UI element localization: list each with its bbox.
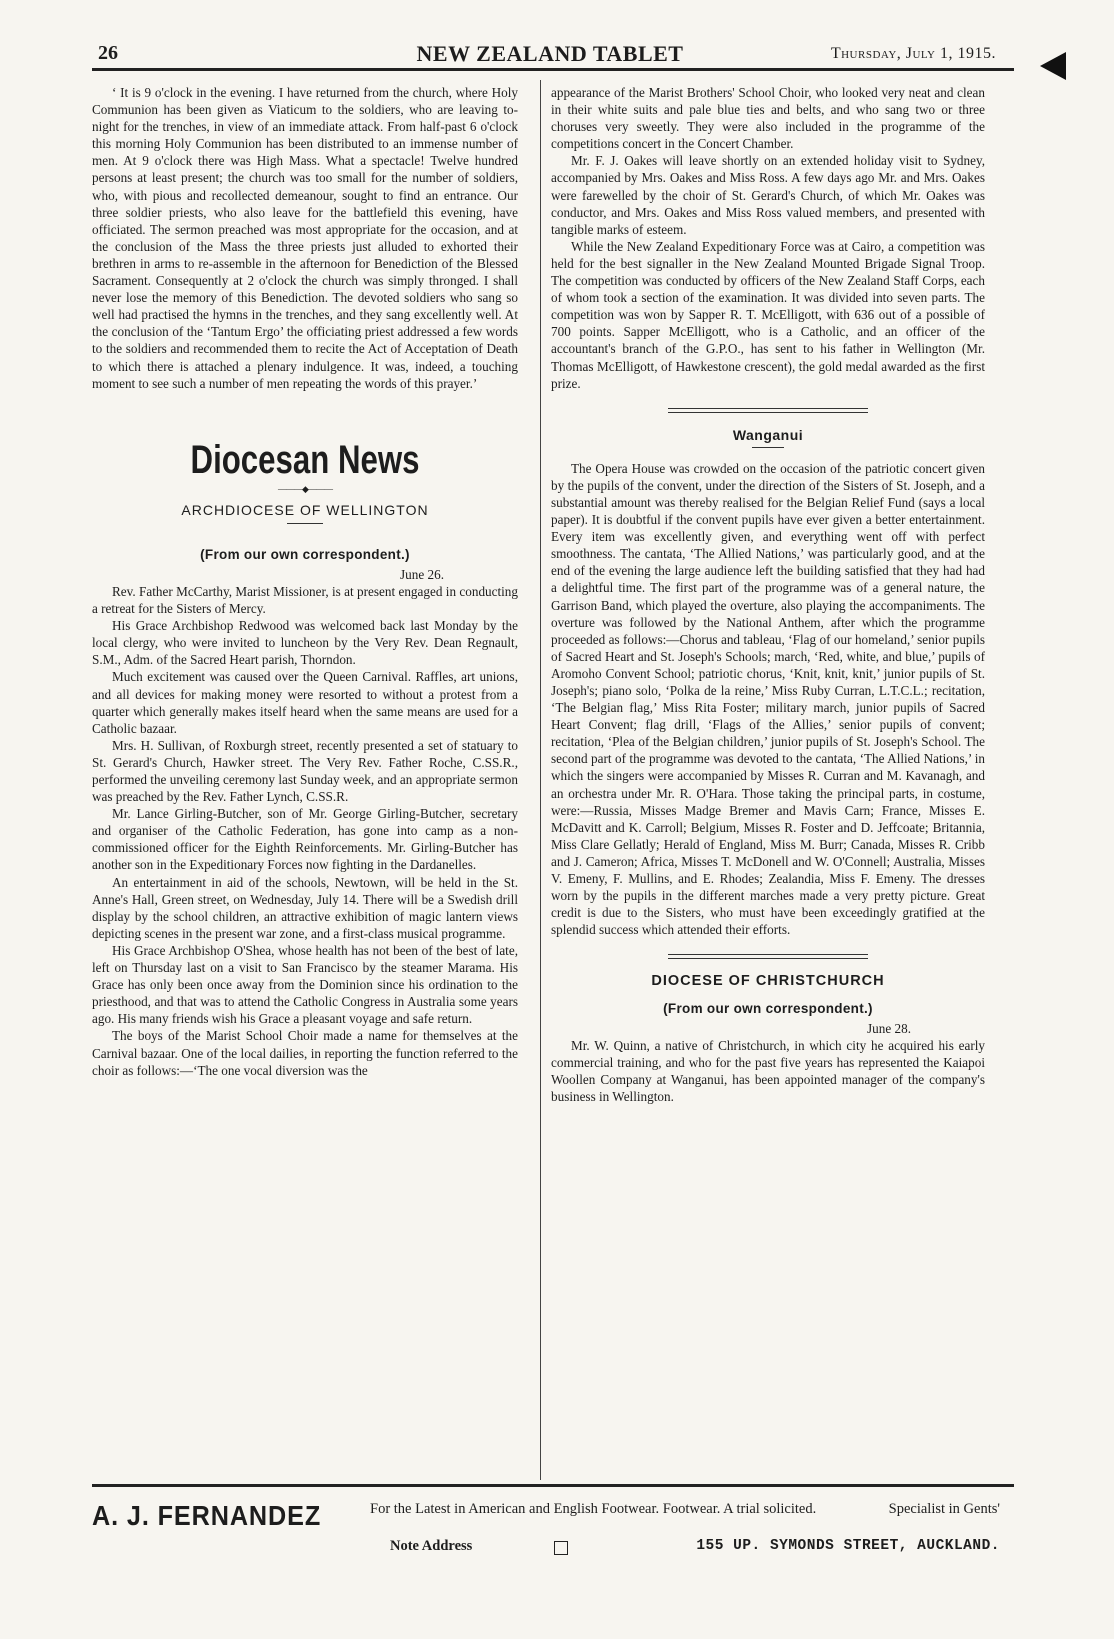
news-paragraph: Mrs. H. Sullivan, of Roxburgh street, recently presented a set of statuary to St. Gerard's Church, Hawker street. The Very Rev. Father Roche, C.SS.R., performed the unveiling ceremony last Sunday week, and an appropriate sermon was preached by the Rev. Father Lynch, C.SS.R. xyxy=(92,737,518,805)
section-title: Diocesan News xyxy=(190,437,420,482)
news-paragraph: Rev. Father McCarthy, Marist Missioner, is at present engaged in conducting a retreat for the Sisters of Mercy. xyxy=(92,583,518,617)
ad-address: 155 UP. SYMONDS STREET, AUCKLAND. xyxy=(696,1538,1000,1554)
subsection-title: ARCHDIOCESE OF WELLINGTON xyxy=(181,501,429,518)
news-paragraph: His Grace Archbishop Redwood was welcomed back last Monday by the local clergy, who were invited to luncheon by the Very Rev. Dean Regnault, S.M., Adm. of the Sacred Heart parish, Thorndon. xyxy=(92,618,518,668)
wanganui-paragraph: The Opera House was crowded on the occasion of the patriotic concert given by the pupils of the convent, under the direction of the Sisters of St. Joseph, and a substantial amount was thereby realised for the Belgian Relief Fund (says a local paper). It is doubtful if the convent pupils have ever given a better entertainment. Every item was excellently given, and everything went off with perfect smoothness. The cantata, ‘The Allied Nations,’ was particularly good, and at the end of the evening the large audience left the building satisfied that they had had a delightful time. The first part of the programme was of a general nature, the Garrison Band, which played the overture, also playing the accompaniments. The overture was followed by the National Anthem, after which the programme proceeded as follows:—Chorus and tableau, ‘Flag of our homeland,’ senior pupils of Sacred Heart and St. Joseph's Schools; march, ‘Red, white, and blue,’ pupils of Aromoho Convent School; patriotic chorus, ‘Knit, knit, knit,’ junior pupils of St. Joseph's; piano solo, ‘Polka de la reine,’ Miss Ruby Curran, L.T.C.L.; recitation, ‘The Belgian flag,’ Miss Rita Foster; military march, junior pupils of Sacred Heart Convent; flag drill, ‘Flags of the Allies,’ senior pupils of convent; recitation, ‘Plea of the Belgian children,’ junior pupils of St. Joseph's School. The second part of the programme was devoted to the cantata, ‘The Allied Nations,’ in which the singers were accompanied by Misses R. Curran and M. Kavanagh, and an orchestra under Mr. R. O'Hara. Those taking the principal parts, in costume, were:—Russia, Misses Madge Bremer and Mavis Carn; France, Misses E. McDavitt and K. Carroll; Belgium, Misses R. Foster and D. Jeffcoate; Britannia, Miss Clare Gellatly; Herald of England, Miss M. Burr; Canada, Misses R. Cribb and J. Cameron; Africa, Misses T. McDonell and W. O'Connell; Australia, Misses V. Emeny, F. Mullins, and E. Rhodes; Zealandia, Miss F. Emeny. The dresses worn by the pupils in the different marches made a very pretty picture. Great credit is due to the Sisters, who must have been exceedingly gratified at the splendid success which attended their efforts. xyxy=(551,460,985,938)
newspaper-title: NEW ZEALAND TABLET xyxy=(416,41,684,66)
divider xyxy=(287,523,323,524)
left-column xyxy=(92,84,518,1079)
issue-date: Thursday, July 1, 1915. xyxy=(830,45,996,62)
news-paragraph: The boys of the Marist School Choir made a name for themselves at the Carnival bazaar. One of the local dailies, in reporting the function referred to the choir as follows:—‘The one vocal diversion was the xyxy=(92,1028,518,1078)
page-edge-marker-icon xyxy=(1040,52,1066,80)
news-paragraph: Mr. F. J. Oakes will leave shortly on an extended holiday visit to Sydney, accompanied by Mrs. Oakes and Miss Ross. A few days ago Mr. and Mrs. Oakes were farewelled by the choir of St. Gerard's Church, of which Mr. Oakes was conductor, and Mrs. Oakes and Miss Ross valued members, and presented with tangible marks of esteem. xyxy=(551,153,985,237)
news-paragraph: appearance of the Marist Brothers' School Choir, who looked very neat and clean in their white suits and pale blue ties and belts, and who sang two or three choruses very sweetly. They were also included in the programme of the competitions concert in the Concert Chamber. xyxy=(551,85,985,152)
wanganui-heading: Wanganui xyxy=(732,426,804,443)
news-paragraph: While the New Zealand Expeditionary Force was at Cairo, a competition was held for the best signaller in the New Zealand Mounted Brigade Signal Troop. The competition was conducted by officers of the New Zealand Staff Corps, each of whom took a section of the examination. It was divided into seven parts. The competition was won by Sapper R. T. McElligott, with 636 out of a possible of 700 points. Sapper McElligott, who is a Catholic, and an officer of the accountant's branch of the G.P.O., has sent to his father in Wellington (Mr. Thomas McElligott, of Hawkestone crescent), the gold medal awarded as the first prize. xyxy=(551,238,985,391)
christchurch-heading: DIOCESE OF CHRISTCHURCH xyxy=(651,973,885,990)
footer-rule xyxy=(92,1484,1014,1487)
title-ornament: ———◆——— xyxy=(278,483,332,494)
correspondent-line: (From our own correspondent.) xyxy=(200,546,410,562)
advertisement xyxy=(92,1496,1014,1568)
divider xyxy=(752,447,784,448)
section-rule xyxy=(668,954,868,959)
ad-tagline-text: For the Latest in American and English Footwear. Footwear. A trial solicited. xyxy=(370,1501,817,1517)
right-column xyxy=(551,84,985,1105)
news-paragraph: Mr. Lance Girling-Butcher, son of Mr. George Girling-Butcher, secretary and organiser of the Catholic Federation, has gone into camp as a non-commissioned officer for the Eighth Reinforcements. Mr. Girling-Butcher has another son in the Expeditionary Forces now fighting in the Dardanelles. xyxy=(92,806,518,873)
letter-paragraph: ‘ It is 9 o'clock in the evening. I have returned from the church, where Holy Communion has been given as Viaticum to the soldiers, who are leaving to-night for the trenches, in view of an immediate attack. From half-past 6 o'clock this morning Holy Communion has been distributed to an immense number of men. At 9 o'clock there was High Mass. What a spectacle! Twelve hundred persons at least present; the church was too small for the number of soldiers, who, with pious and recollected demeanour, sought to find an entrance. Our three soldier priests, who also leave for the battlefield this evening, have officiated. The sermon preached was most appropriate for the occasion, and at the conclusion of the Mass the three priests just alluded to exhorted their brethren in arms to re-assemble in the afternoon for Benediction of the Blessed Sacrament. Consequently at 2 o'clock the church was simply thronged. I shall never lose the memory of this Benediction. The devoted soldiers who sang so well had practised the hymns in the trenches, and they sang excellently well. At the conclusion of the ‘Tantum Ergo’ the officiating priest addressed a few words to the soldiers and recommended them to recite the Act of Acceptation of Death to which there is attached a plenary indulgence. It was, indeed, a touching moment to see such a number of men repeating the words of this prayer.’ xyxy=(92,85,518,391)
ad-note-label: Note Address xyxy=(390,1538,473,1554)
ad-specialist: Specialist in Gents' xyxy=(888,1501,1000,1517)
page-number: 26 xyxy=(98,42,118,64)
ad-box-icon xyxy=(554,1541,568,1555)
header-rule xyxy=(92,68,1014,71)
ad-brand: A. J. FERNANDEZ xyxy=(92,1500,322,1531)
ad-tagline xyxy=(370,1501,1000,1518)
news-paragraph: His Grace Archbishop O'Shea, whose health has not been of the best of late, left on Thursday last on a visit to San Francisco by the steamer Marama. His Grace has only been once away from the Dominion since his ordination to the priesthood, and that was to attend the Catholic Congress in Australia some years ago. His many friends wish his Grace a pleasant voyage and safe return. xyxy=(92,942,518,1027)
dateline: June 28. xyxy=(867,1020,911,1036)
section-rule xyxy=(668,408,868,413)
christchurch-paragraph: Mr. W. Quinn, a native of Christchurch, in which city he acquired his early commercial training, and who for the past five years has represented the Kaiapoi Woollen Company at Wanganui, has been appointed manager of the company's business in Wellington. xyxy=(551,1037,985,1104)
correspondent-line: (From our own correspondent.) xyxy=(663,1000,873,1016)
column-divider xyxy=(540,80,541,1480)
news-paragraph: An entertainment in aid of the schools, Newtown, will be held in the St. Anne's Hall, Green street, on Wednesday, July 14. There will be a Swedish drill display by the school children, an attractive exhibition of magic lantern views depicting scenes in the present war zone, and a first-class musical programme. xyxy=(92,874,518,941)
dateline: June 26. xyxy=(400,566,444,582)
news-paragraph: Much excitement was caused over the Queen Carnival. Raffles, art unions, and all devices for making money were resorted to without a protest from a quarter which generally makes itself heard when the same means are used for a Catholic bazaar. xyxy=(92,669,518,736)
